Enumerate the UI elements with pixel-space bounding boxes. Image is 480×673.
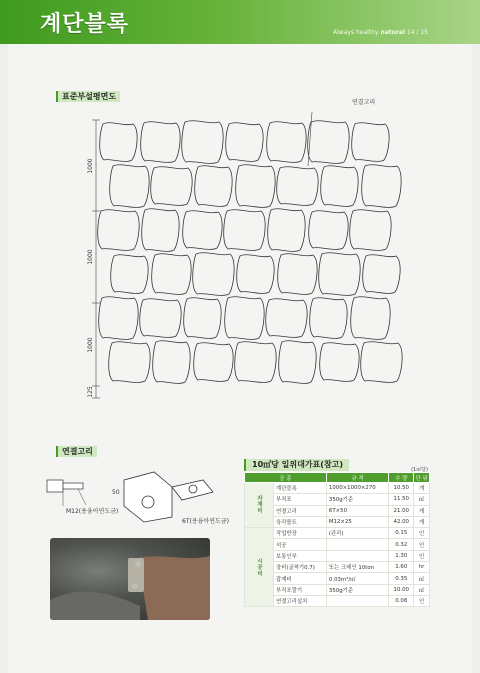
stone-block <box>352 123 389 162</box>
stone-block <box>98 210 139 251</box>
slogan-brand: natural <box>380 29 405 36</box>
spec-cell: 1000×1000×270 <box>326 483 389 494</box>
dim-125: 125 <box>87 386 94 398</box>
stone-block <box>224 210 265 251</box>
group-label: 자재비 <box>245 483 274 528</box>
cost-table <box>244 472 430 607</box>
quantity-cell: 10.00 <box>389 584 414 595</box>
plan-section-label: 표준부설평면도 <box>56 91 120 102</box>
unit-cell: 개 <box>414 483 430 494</box>
connector-dim-50: 50 <box>112 489 120 496</box>
col-quantity-header: 수 량 <box>389 473 414 483</box>
stone-block <box>235 342 276 383</box>
connector-section-label: 연결고리 <box>56 446 97 457</box>
spec-cell: 또는 크레인 10ton <box>326 562 389 573</box>
spec-cell: 6T×50 <box>326 505 389 516</box>
item-cell: 잡재비 <box>274 573 327 584</box>
table-row <box>245 483 430 494</box>
stone-block <box>141 122 180 163</box>
spec-cell <box>326 595 389 606</box>
unit-cell: hr <box>414 562 430 573</box>
stone-block <box>225 297 264 340</box>
quantity-cell: 11.50 <box>389 494 414 505</box>
page-number: 14 / 15 <box>406 29 428 36</box>
cost-table-title: 10㎡당 일위대가표(참고) <box>244 459 349 471</box>
stone-block <box>142 209 179 252</box>
item-cell: 장비(굴착기0.7) <box>274 562 327 573</box>
plate-label: 6T(용융아연도금) <box>182 518 229 525</box>
group-label: 시공비 <box>245 528 274 607</box>
unit-cell: 인 <box>414 539 430 550</box>
stone-block <box>321 166 358 207</box>
stone-block <box>183 211 222 250</box>
stone-block <box>279 341 316 384</box>
col-spec-header: 규 격 <box>326 473 389 483</box>
quantity-cell: 0.08 <box>389 595 414 606</box>
item-cell: 육각볼트 <box>274 516 327 527</box>
page-title: 계단블록 <box>40 12 130 37</box>
dim-1000-top: 1000 <box>87 158 94 174</box>
unit-cell: 개 <box>414 516 430 527</box>
brand-slogan <box>333 29 428 36</box>
stone-block <box>100 123 137 162</box>
quantity-cell: 0.32 <box>389 539 414 550</box>
quantity-cell: 1.60 <box>389 562 414 573</box>
connector-drawing <box>32 462 232 532</box>
stone-block <box>226 123 263 162</box>
stone-block <box>236 165 275 208</box>
unit-cell: 인 <box>414 595 430 606</box>
ring-callout-label: 연결고리 <box>352 99 376 106</box>
block-plan-drawing <box>80 108 420 406</box>
spec-cell: 0.03m³/㎡ <box>326 573 389 584</box>
quantity-cell: 0.15 <box>389 528 414 539</box>
unit-cell: ㎡ <box>414 573 430 584</box>
stone-block <box>184 298 221 339</box>
stone-block <box>350 210 391 251</box>
stone-block <box>99 297 138 340</box>
item-cell: 부직포 <box>274 494 327 505</box>
stone-block <box>362 165 401 208</box>
stone-block <box>308 121 349 164</box>
quantity-cell: 1.30 <box>389 550 414 561</box>
stone-block <box>194 343 233 382</box>
stone-block <box>140 299 181 338</box>
unit-cell: 개 <box>414 505 430 516</box>
bolt-label: M12(용융아연도금) <box>66 508 119 515</box>
unit-cell: 인 <box>414 550 430 561</box>
stone-block <box>267 122 306 163</box>
dim-1000-bottom: 1000 <box>87 337 94 353</box>
spec-cell: 350g기준 <box>326 494 389 505</box>
spec-cell: (관리) <box>326 528 389 539</box>
stone-block <box>151 167 192 206</box>
installation-photo <box>50 538 210 620</box>
stone-block <box>193 253 234 296</box>
stone-block <box>278 254 317 295</box>
stone-block <box>153 341 190 384</box>
stone-block <box>195 166 232 207</box>
stone-block <box>182 121 223 164</box>
stone-block <box>109 342 150 383</box>
dim-1000-middle: 1000 <box>87 249 94 265</box>
slogan-prefix: Always healthy <box>333 29 379 36</box>
quantity-cell: 10.50 <box>389 483 414 494</box>
stone-block <box>237 255 274 294</box>
stone-block <box>110 165 149 208</box>
item-cell: 석공 <box>274 539 327 550</box>
spec-cell <box>326 550 389 561</box>
stone-block <box>361 342 402 383</box>
item-cell: 계단블록 <box>274 483 327 494</box>
col-item-header: 공 종 <box>245 473 327 483</box>
item-cell: 작업반장 <box>274 528 327 539</box>
cost-table-unit: (1㎡당) <box>411 467 428 473</box>
stone-block <box>268 209 305 252</box>
stone-block <box>319 253 360 296</box>
quantity-cell: 0.35 <box>389 573 414 584</box>
spec-cell: M12×25 <box>326 516 389 527</box>
spec-cell: 350g기준 <box>326 584 389 595</box>
stone-block <box>310 298 347 339</box>
quantity-cell: 42.00 <box>389 516 414 527</box>
quantity-cell: 21.00 <box>389 505 414 516</box>
unit-cell: 인 <box>414 528 430 539</box>
page-header <box>0 0 480 44</box>
table-row <box>245 528 430 539</box>
spec-cell <box>326 539 389 550</box>
item-cell: 연결고리설치 <box>274 595 327 606</box>
col-unit-header: 단 위 <box>414 473 430 483</box>
item-cell: 연결고리 <box>274 505 327 516</box>
item-cell: 보통인부 <box>274 550 327 561</box>
stone-block <box>277 167 318 206</box>
stone-block <box>111 255 148 294</box>
stone-block <box>320 343 359 382</box>
stone-block <box>363 255 400 294</box>
stone-block <box>266 299 307 338</box>
stone-block <box>309 211 348 250</box>
stone-block <box>152 254 191 295</box>
item-cell: 부직포깔기 <box>274 584 327 595</box>
stone-block <box>351 297 390 340</box>
unit-cell: ㎡ <box>414 584 430 595</box>
unit-cell: ㎡ <box>414 494 430 505</box>
